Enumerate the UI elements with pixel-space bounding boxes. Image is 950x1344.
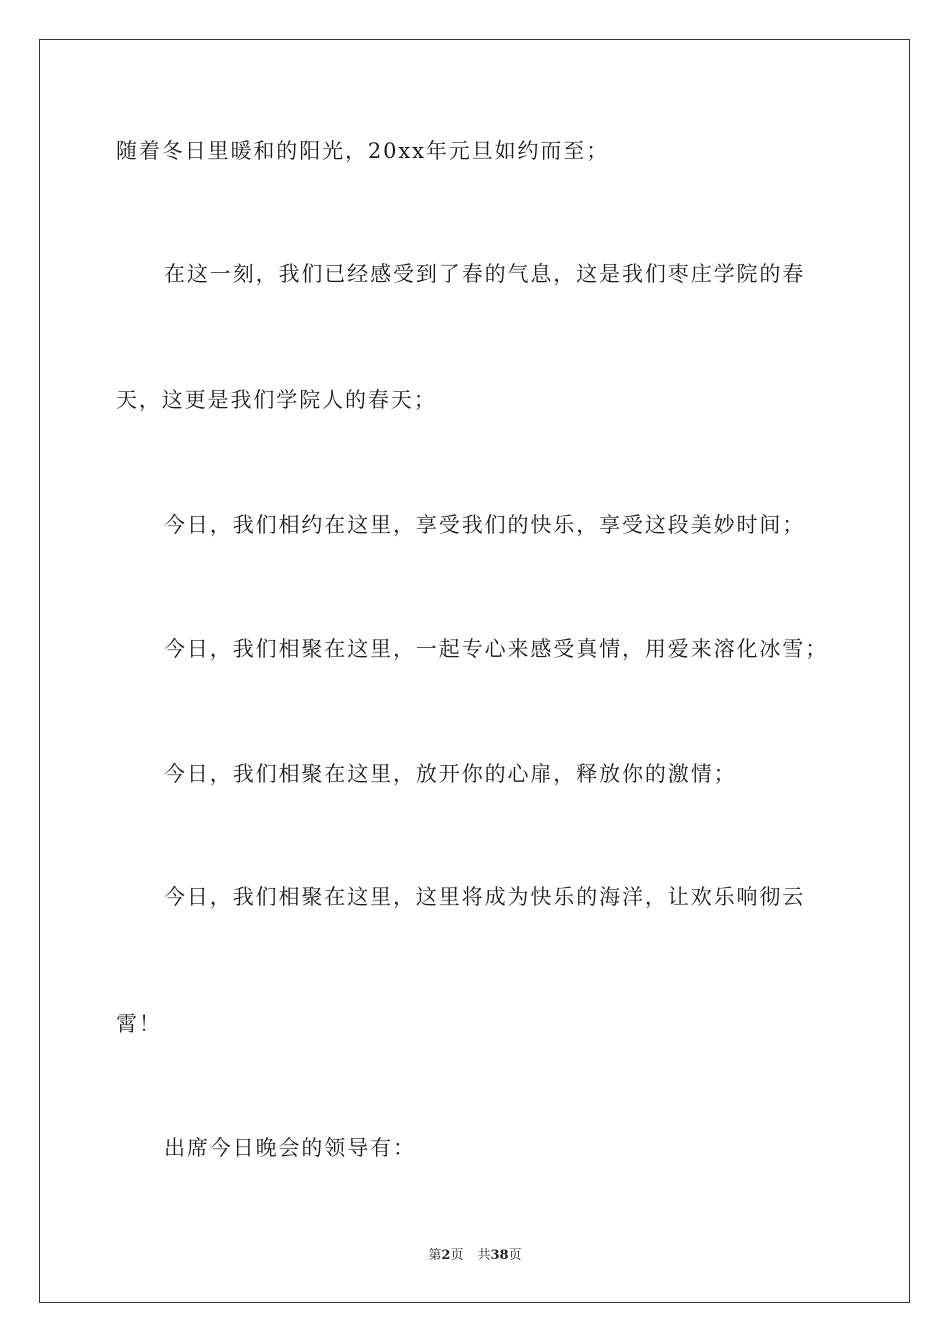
page-footer [0,1247,950,1265]
text-line: 随着冬日里暖和的阳光，20xx年元旦如约而至； [116,139,610,163]
text-line: 今日，我们相聚在这里，放开你的心扉，释放你的激情； [164,762,737,786]
page-prefix: 第 [428,1248,442,1263]
total-suffix: 页 [508,1248,522,1263]
text-line: 天，这更是我们学院人的春天； [116,388,437,412]
page-number: 2 [441,1248,451,1263]
text-line: 出席今日晚会的领导有： [164,1136,416,1160]
text-line: 霄！ [116,1012,162,1036]
text-line: 今日，我们相约在这里，享受我们的快乐，享受这段美妙时间； [164,513,806,537]
total-pages: 38 [490,1248,509,1263]
page-suffix: 页 [450,1248,464,1263]
total-prefix: 共 [477,1248,491,1263]
text-line: 今日，我们相聚在这里，这里将成为快乐的海洋，让欢乐响彻云 [164,885,806,909]
text-line: 在这一刻，我们已经感受到了春的气息，这是我们枣庄学院的春 [164,262,806,286]
text-line: 今日，我们相聚在这里，一起专心来感受真情，用爱来溶化冰雪； [164,637,829,661]
page-border [39,39,910,1303]
